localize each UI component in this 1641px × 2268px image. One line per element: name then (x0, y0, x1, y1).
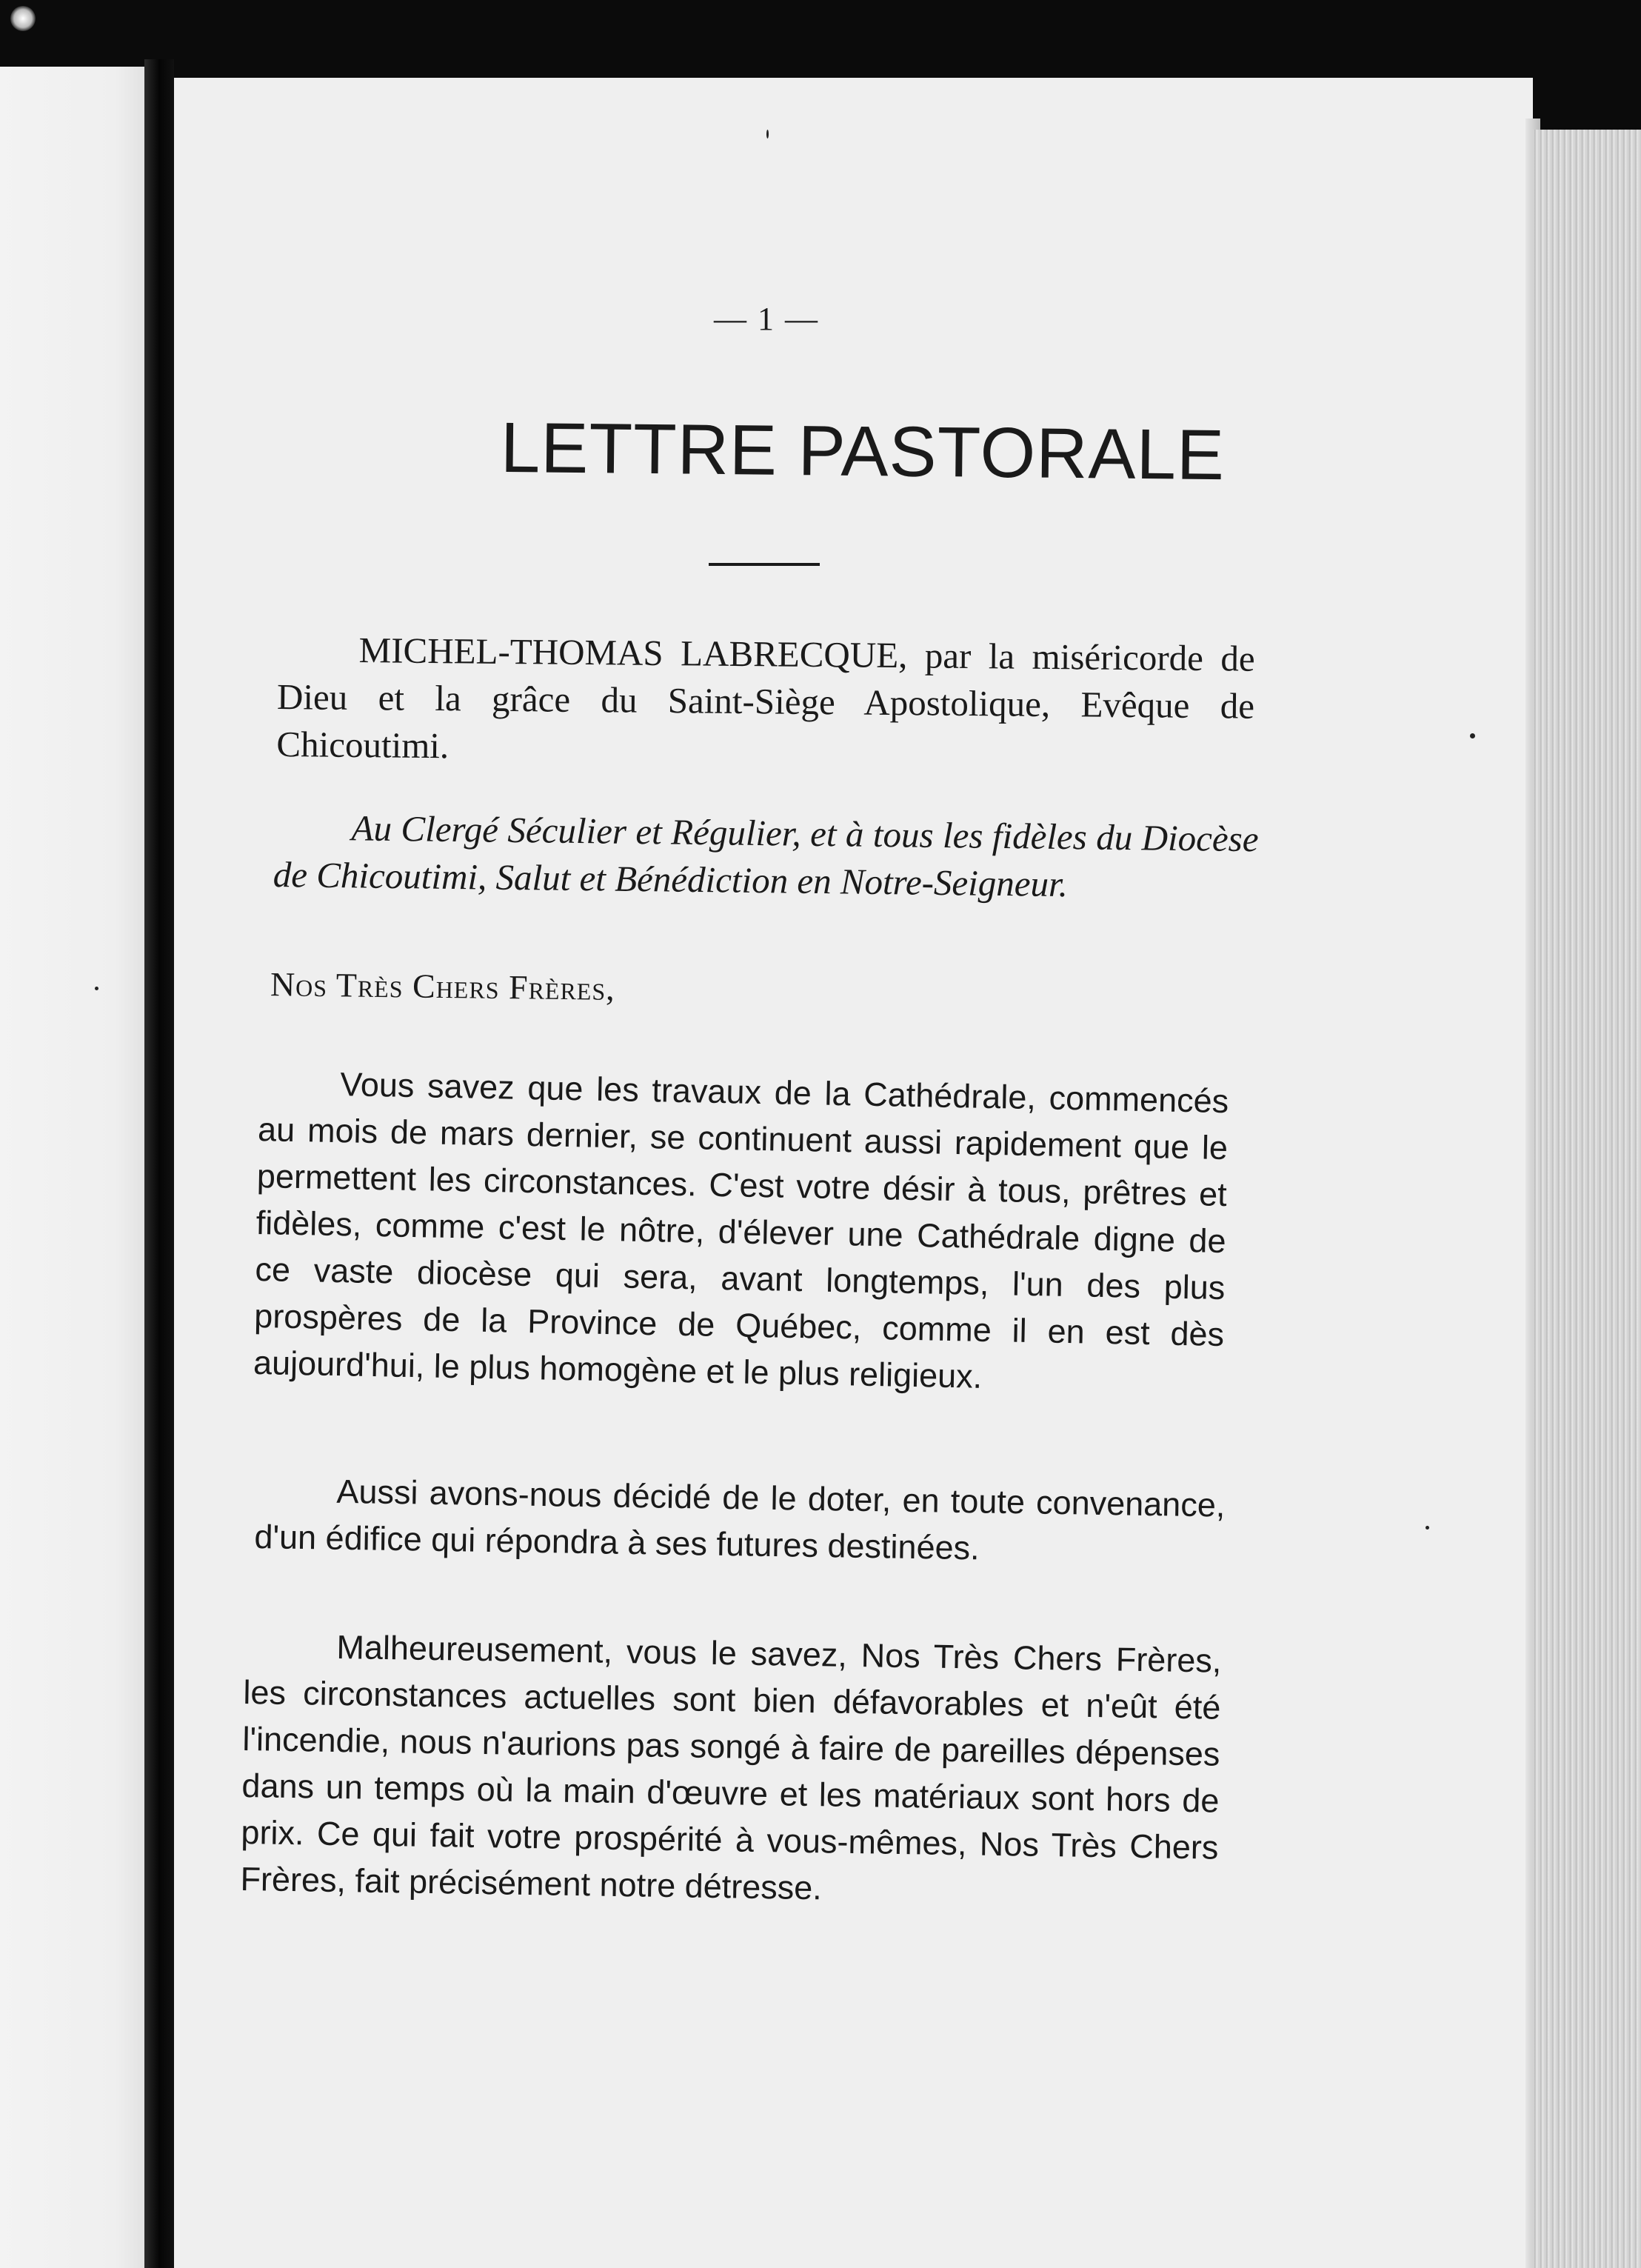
dust-speck (95, 987, 98, 990)
document-title: LETTRE PASTORALE (500, 407, 1226, 496)
address-paragraph: Au Clergé Séculier et Régulier, et à tous les fidèles du Diocèse de Chicoutimi, Salut et Bénédiction en Notre-Seigneur. (273, 807, 1259, 905)
body-paragraph: Malheureusement, vous le savez, Nos Très Chers Frères, les circonstances actuelles sont bien défavorables et n'eût été l'incendie, nous n'aurions pas songé à faire de pareilles dépenses dans un temps où la main d'œuvre et les matériaux sont hors de prix. Ce qui fait votre prospérité à vous-mêmes, Nos Très Chers Frères, fait précisément notre détresse. (240, 1627, 1222, 1907)
book-gutter (144, 59, 174, 2268)
title-rule (709, 563, 820, 566)
page-stack-edges (1533, 130, 1641, 2268)
body-paragraph: Vous savez que les travaux de la Cathédrale, commencés au mois de mars dernier, se continuent aussi rapidement que le permettent les circonstances. C'est votre désir à tous, prêtres et fidèles, comme c'est le nôtre, d'élever une Cathédrale digne de ce vaste diocèse qui sera, avant longtemps, l'un des plus prospères de la Province de Québec, comme il en est dès aujourd'hui, le plus homogène et le plus religieux. (253, 1065, 1229, 1395)
body-paragraph: Aussi avons-nous décidé de le doter, en toute convenance, d'un édifice qui répondra à ses futures destinées. (254, 1472, 1226, 1567)
page-content (174, 78, 1533, 2268)
facing-page-edge (0, 67, 144, 2268)
page-number: — 1 — (714, 301, 819, 337)
prelude-paragraph: MICHEL-THOMAS LABRECQUE, par la miséricorde de Dieu et la grâce du Saint-Siège Apostolique, Evêque de Chicoutimi. (276, 630, 1255, 767)
salutation: Nos Très Chers Frères, (270, 965, 616, 1007)
scanner-corner-mark (10, 6, 36, 31)
